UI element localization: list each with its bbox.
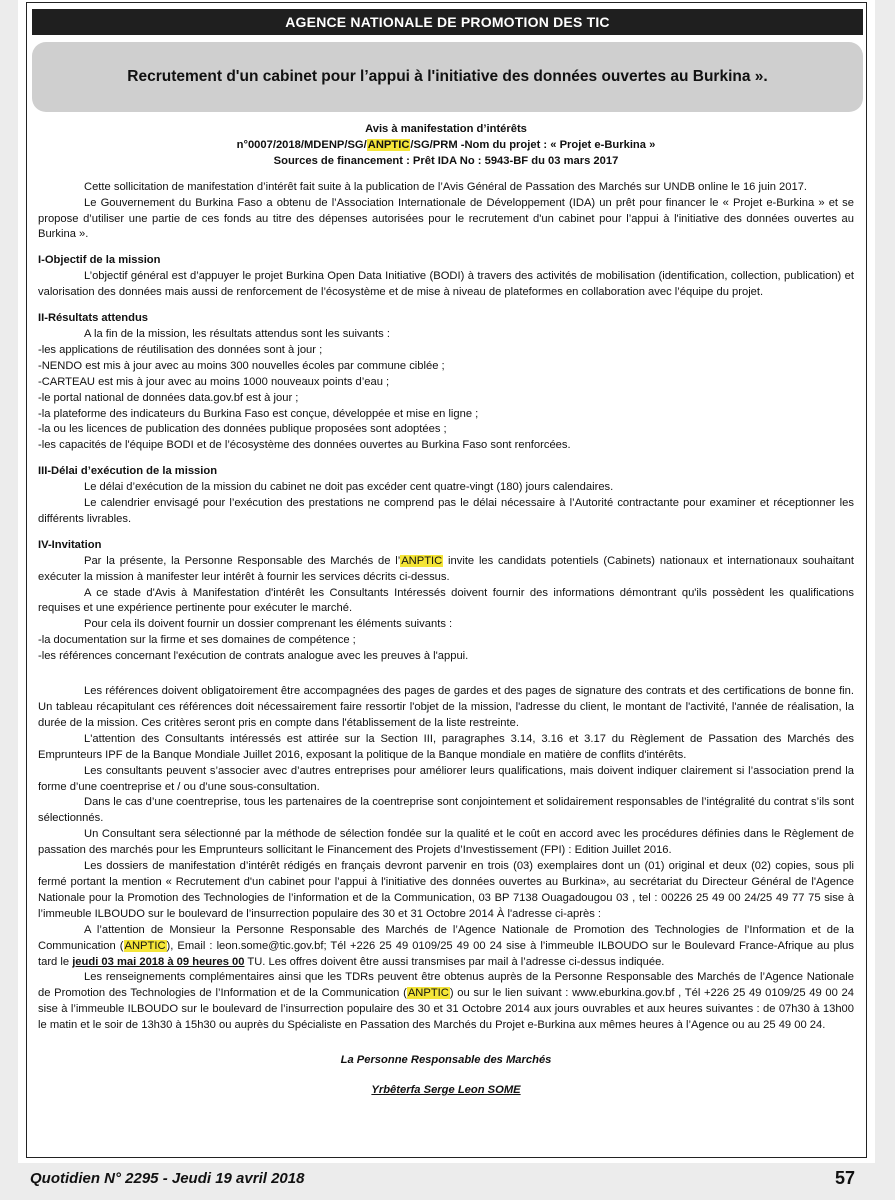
section-paragraph	[38, 554, 854, 586]
section-paragraph: Le calendrier envisagé pour l’exécution des prestations ne comprend pas le délai nécessaire à l’Autorité contractante pour examiner et réceptionner les différents livrables.	[38, 497, 854, 525]
text-run: ) ou sur le lien suivant : www.eburkina.gov.bf , Tél +226 25 49 0109/25 49 00 24 sise à l’immeuble ILBOUDO sur le boulevard de l’insurrection populaire des 30 et 31 Octobre 2014 aux jours ouvrables et aux heures suivantes : de 07h30 à 13h00 le matin et le soir de 13h30 à 15h30 ou auprès du Spécialiste en Passation des Marchés du Projet e-Burkina aux mêmes heures à l’Agence ou au 25 49 00 24.	[38, 987, 855, 1032]
body-paragraph: Un Consultant sera sélectionné par la méthode de sélection fondée sur la qualité et le coût en accord avec les procédures définies dans le Règlement de passation des marchés pour les Emprunteurs sollicitant le Financement des Projets d’Investissement (FPI) : Edition Juillet 2016.	[38, 828, 854, 857]
list-item: -le portal national de données data.gov.bf est à jour ;	[38, 391, 299, 404]
anptic-highlight: ANPTIC	[401, 554, 443, 567]
list-item: -les références concernant l'exécution de contrats analogue avec les preuves à l'appui.	[38, 650, 469, 663]
section-paragraph: Pour cela ils doivent fournir un dossier comprenant les éléments suivants :	[84, 618, 453, 631]
list-item: -la plateforme des indicateurs du Burkina Faso est conçue, développée et mise en ligne ;	[38, 407, 479, 420]
avis-reference	[38, 138, 854, 154]
list-item: -la documentation sur la firme et ses domaines de compétence ;	[38, 634, 356, 647]
section-paragraph: Le délai d’exécution de la mission du cabinet ne doit pas excéder cent quatre-vingt (180) jours calendaires.	[84, 481, 614, 494]
text-run: invite les candidats potentiels (Cabinets) nationaux et internationaux souhaitant exécuter la mission à manifester leur intérêt à fournir les services décrits ci-dessus.	[38, 554, 854, 583]
list-item: -les applications de réutilisation des données sont à jour ;	[38, 343, 323, 356]
text-run: Par la présente, la Personne Responsable des Marchés de l’	[84, 554, 401, 567]
list-item: -CARTEAU est mis à jour avec au moins 1000 nouveaux points d’eau ;	[38, 375, 390, 388]
notice-body	[38, 122, 854, 1099]
body-paragraph	[38, 923, 854, 971]
anptic-highlight: ANPTIC	[407, 987, 449, 1000]
issue-info: Quotidien N° 2295 - Jeudi 19 avril 2018	[30, 1170, 305, 1187]
body-paragraph: L'attention des Consultants intéressés est attirée sur la Section III, paragraphes 3.14, 3.16 et 3.17 du Règlement de Passation des Marchés des Emprunteurs IPF de la Banque Mondiale Juillet 2016, exposant la politique de la Banque mondiale en matière de conflits d'intérêts.	[38, 732, 854, 761]
signature-role: La Personne Responsable des Marchés	[340, 1054, 552, 1067]
anptic-highlight: ANPTIC	[124, 939, 166, 952]
body-paragraph: Les références doivent obligatoirement être accompagnées des pages de gardes et des pages de signature des contrats et des certifications de bonne fin. Un tableau récapitulant ces références doit nécessairement faire ressortir l'objet de la mission, l'adresse du client, le montant de l'activité, l'année de réalisation, la durée de la mission. Ces critères seront pris en compte dans l'établissement de la liste restreinte.	[38, 685, 854, 729]
intro-paragraph: Cette sollicitation de manifestation d’intérêt fait suite à la publication de l’Avis Général de Passation des Marchés sur UNDB online le 16 juin 2017.	[84, 180, 808, 193]
body-paragraph: Les consultants peuvent s’associer avec d’autres entreprises pour améliorer leurs qualifications, mais doivent indiquer clairement si l’association prend la forme d’une coentreprise et / ou d’une sous-consultation.	[38, 764, 854, 793]
list-item: -les capacités de l'équipe BODI et de l’écosystème des données ouvertes au Burkina Faso sont renforcées.	[38, 439, 571, 452]
text-run: TU. Les offres doivent être aussi transmises par mail à l’adresse ci-dessus indiquée.	[244, 955, 665, 968]
page-number: 57	[834, 1168, 855, 1188]
agency-banner: AGENCE NATIONALE DE PROMOTION DES TIC	[32, 9, 863, 35]
body-paragraph	[38, 970, 854, 1034]
avis-heading: Avis à manifestation d’intérêts	[365, 123, 527, 135]
section-heading: I-Objectif de la mission	[38, 254, 161, 267]
avis-ref-part: /SG/PRM -Nom du projet : « Projet e-Burkina »	[410, 138, 656, 151]
section-heading: II-Résultats attendus	[38, 312, 149, 325]
text-run: Les renseignements complémentaires ainsi que les TDRs peuvent être obtenus auprès de la Personne Responsable des Marchés de l’Agence Nationale de Promotion des Technologies de l’Information et de la Communication (	[38, 971, 854, 1000]
section-paragraph: A la fin de la mission, les résultats attendus sont les suivants :	[84, 327, 390, 340]
text-run: ), Email : leon.some@tic.gov.bf; Tél +226 25 49 0109/25 49 00 24 sise à l’immeuble ILBOUDO sur le Boulevard France-Afrique au plus tard le	[38, 939, 855, 968]
body-paragraph: Les dossiers de manifestation d’intérêt rédigés en français devront parvenir en trois (03) exemplaires dont un (01) original et deux (02) copies, sous pli fermé portant la mention « Recrutement d'un cabinet pour l’appui à l'initiative des données ouvertes au Burkina», au secrétariat du Directeur Général de l'Agence Nationale pour la Promotion des Technologies de l’information et de la Communication, 03 BP 7138 Ouagadougou 03 , tel : 00226 25 49 00 24/25 49 77 75 sise à l’immeuble ILBOUDO sur le boulevard de l’insurrection populaire des 30 et 31 Octobre 2014 À l'adresse ci-après :	[38, 860, 854, 920]
section-heading: IV-Invitation	[38, 538, 102, 551]
list-item: -la ou les licences de publication des données publique proposées sont adoptées ;	[38, 423, 447, 436]
body-paragraph: Dans le cas d’une coentreprise, tous les partenaires de la coentreprise sont conjointement et solidairement responsables de l’intégralité du contrat s’ils sont sélectionnés.	[38, 796, 854, 825]
signature-name	[38, 1083, 854, 1099]
list-item: -NENDO est mis à jour avec au moins 300 nouvelles écoles par commune ciblée ;	[38, 359, 445, 372]
deadline-date: jeudi 03 mai 2018 à 09 heures 00	[72, 955, 245, 968]
text-run: A l’attention de Monsieur la Personne Responsable des Marchés de l’Agence Nationale de Promotion des Technologies de l’Information et de la Communication (	[38, 923, 854, 952]
section-paragraph: L’objectif général est d’appuyer le projet Burkina Open Data Initiative (BODI) à travers des activités de mobilisation (identification, collection, publication) et valorisation des données mais aussi de renforcement de l’écosystème et de mise à niveau de plateformes en collaboration avec l’équipe du projet.	[38, 270, 854, 299]
signatory-name: Yrbêterfa Serge Leon SOME	[371, 1083, 521, 1096]
avis-ref-part: n°0007/2018/MDENP/SG/	[236, 138, 367, 151]
notice-title: Recrutement d'un cabinet pour l’appui à l'initiative des données ouvertes au Burkina ».	[32, 42, 863, 112]
intro-paragraph: Le Gouvernement du Burkina Faso a obtenu de l’Association Internationale de Développement (IDA) un prêt pour financer le « Projet e-Burkina » et se propose d’utiliser une partie de ces fonds au titre des dépenses autorisées pour le recrutement d'un cabinet pour l’appui à l'initiative des données ouvertes au Burkina ».	[38, 196, 854, 241]
section-heading: III-Délai d’exécution de la mission	[38, 465, 218, 478]
financing-source: Sources de financement : Prêt IDA No : 5943-BF du 03 mars 2017	[273, 154, 619, 167]
section-paragraph: A ce stade d'Avis à Manifestation d'intérêt les Consultants Intéressés doivent fournir des informations démontrant qu'ils possèdent les qualifications requises et une expérience pertinente pour exécuter le marché.	[38, 586, 854, 615]
anptic-highlight: ANPTIC	[367, 138, 410, 151]
